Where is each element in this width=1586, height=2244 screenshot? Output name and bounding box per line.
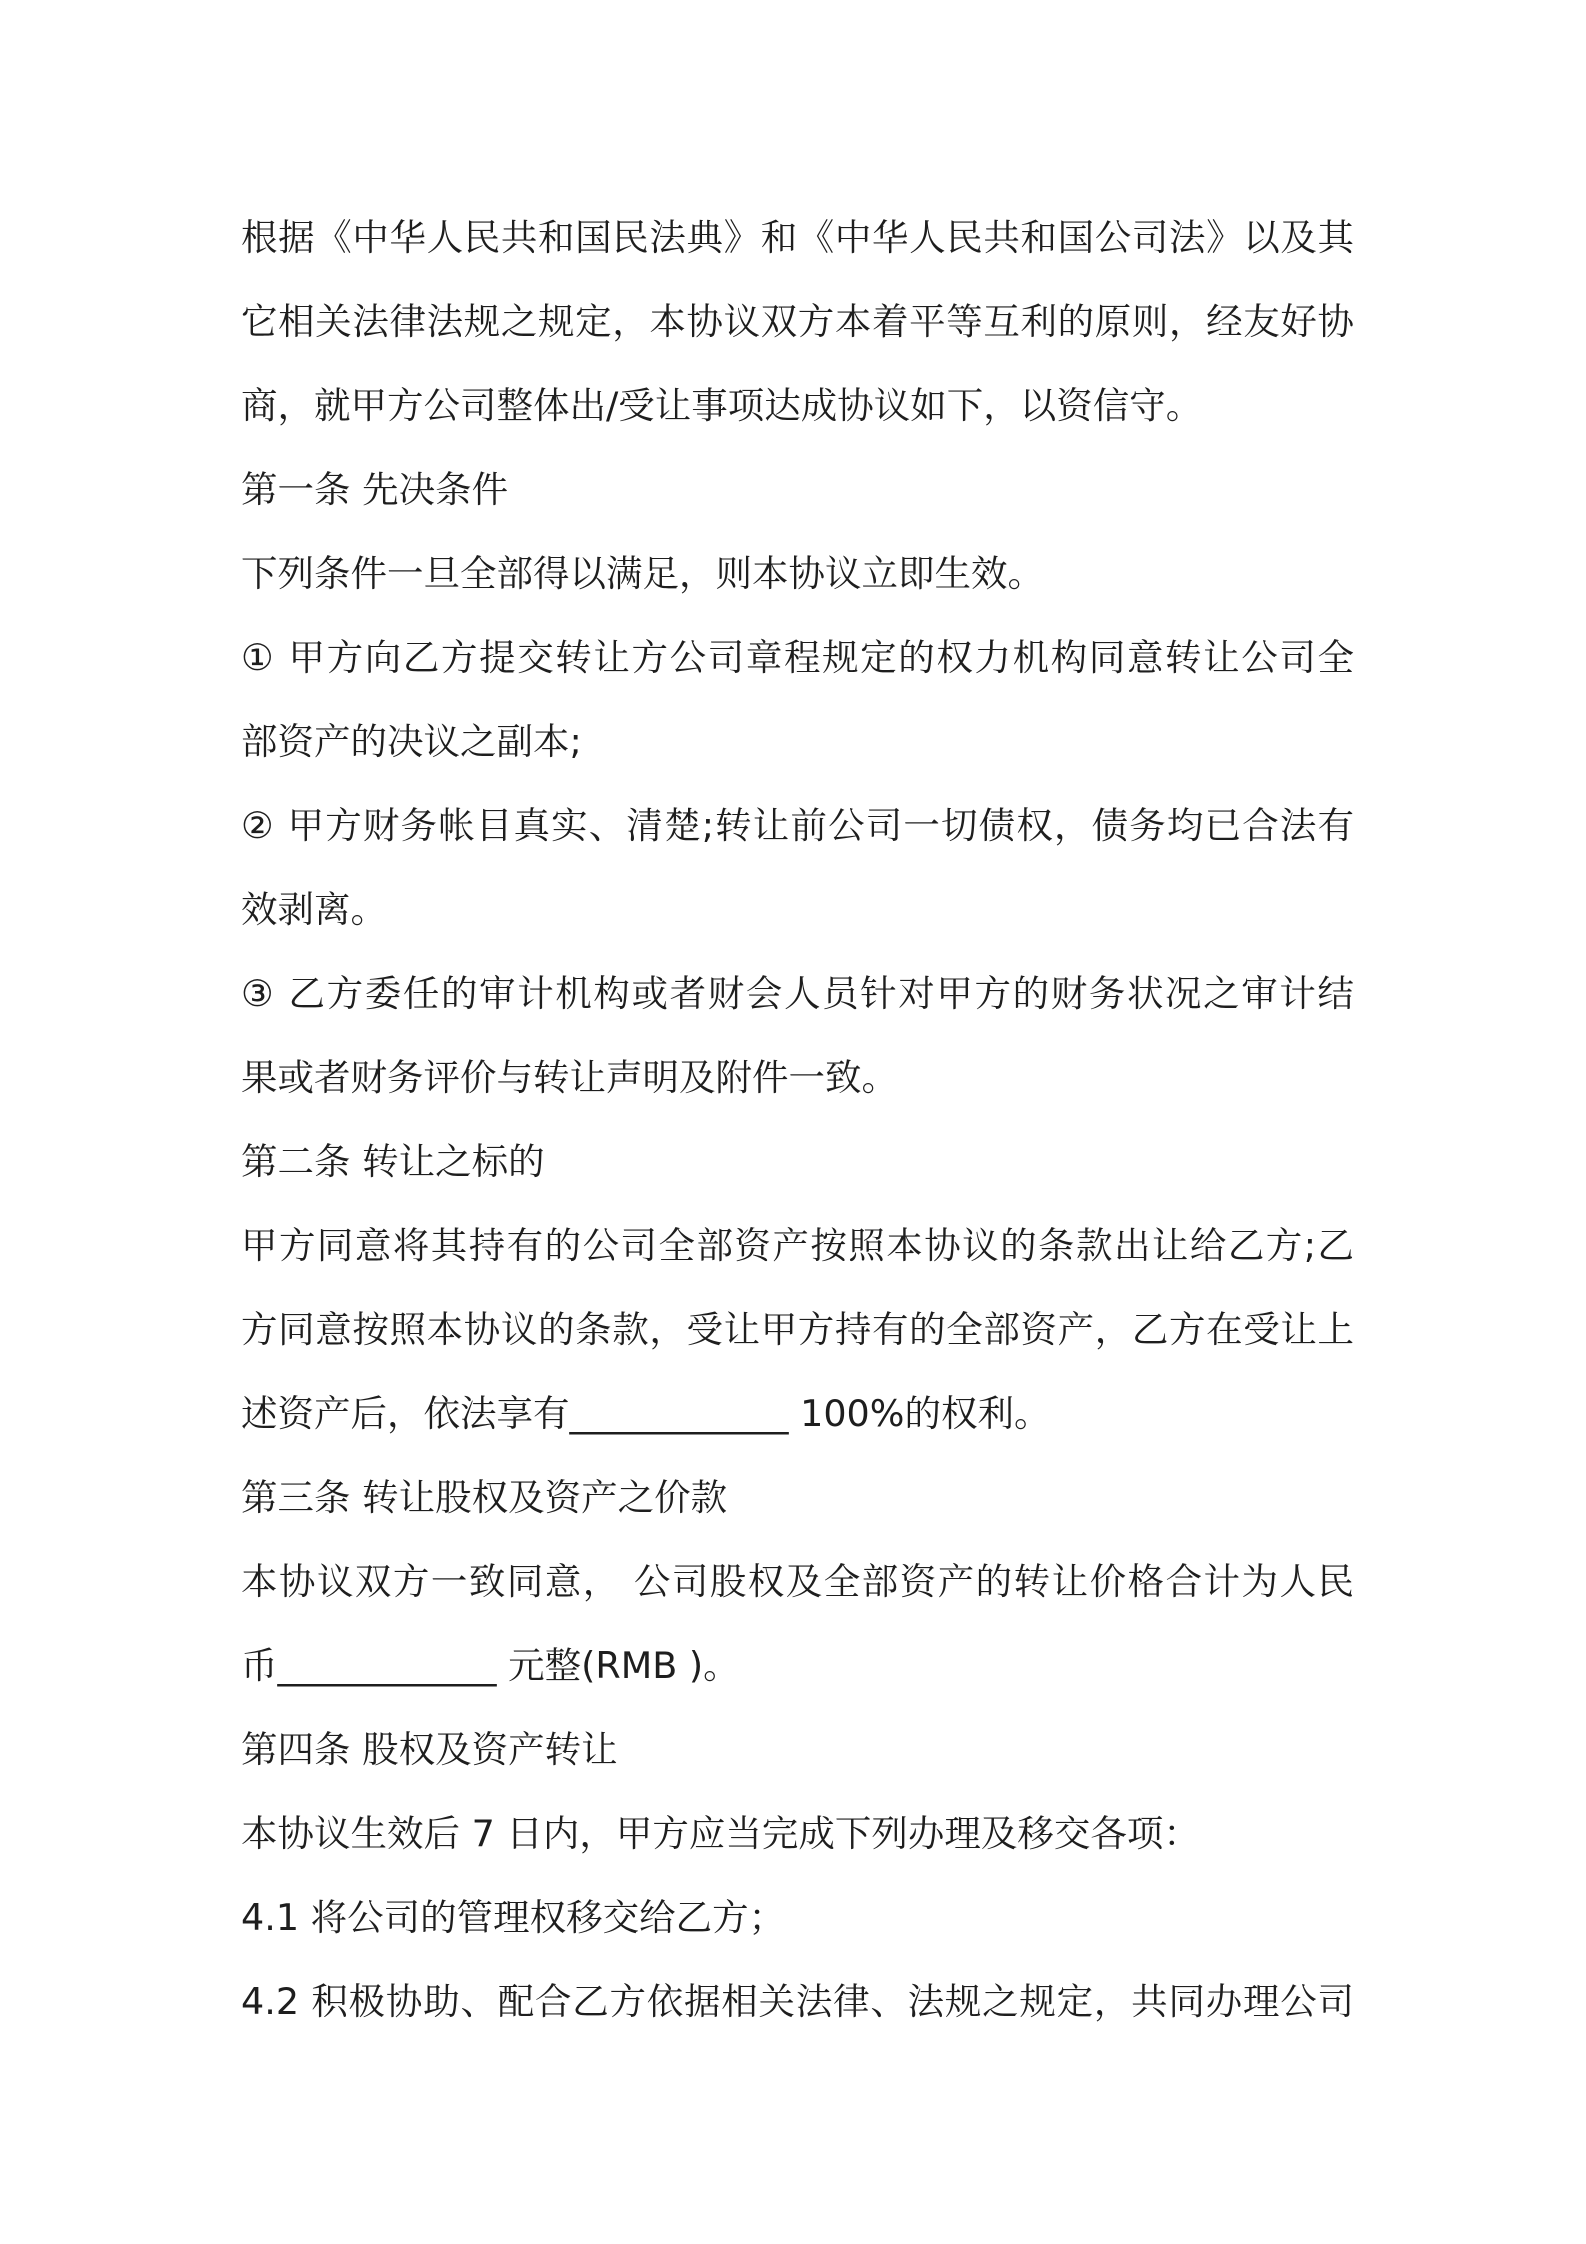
article-heading: 第四条 股权及资产转让: [241, 1728, 618, 1771]
text-line: 本协议双方一致同意， 公司股权及全部资产的转让价格合计为人民: [241, 1560, 1354, 1603]
text-line: 述资产后，依法享有____________ 100%的权利。: [241, 1392, 1051, 1435]
list-item: ① 甲方向乙方提交转让方公司章程规定的权力机构同意转让公司全: [241, 636, 1354, 679]
list-item: 4.1 将公司的管理权移交给乙方；: [241, 1896, 786, 1939]
text-line: 部资产的决议之副本;: [241, 720, 582, 763]
article-heading: 第一条 先决条件: [241, 468, 509, 511]
text-line: 它相关法律法规之规定，本协议双方本着平等互利的原则，经友好协: [241, 300, 1354, 343]
list-item: ③ 乙方委任的审计机构或者财会人员针对甲方的财务状况之审计结: [241, 972, 1354, 1015]
list-item: ② 甲方财务帐目真实、清楚;转让前公司一切债权，债务均已合法有: [241, 804, 1354, 847]
text-line: 果或者财务评价与转让声明及附件一致。: [241, 1056, 898, 1099]
text-line: 本协议生效后 7 日内，甲方应当完成下列办理及移交各项：: [241, 1812, 1200, 1855]
text-line: 商，就甲方公司整体出/受让事项达成协议如下，以资信守。: [241, 384, 1203, 427]
article-heading: 第二条 转让之标的: [241, 1140, 545, 1183]
list-item: 4.2 积极协助、配合乙方依据相关法律、法规之规定，共同办理公司: [241, 1980, 1354, 2023]
text-line: 方同意按照本协议的条款，受让甲方持有的全部资产，乙方在受让上: [241, 1308, 1354, 1351]
article-heading: 第三条 转让股权及资产之价款: [241, 1476, 728, 1519]
text-line: 根据《中华人民共和国民法典》和《中华人民共和国公司法》以及其: [241, 216, 1354, 259]
text-line: 币____________ 元整(RMB )。: [241, 1644, 740, 1687]
text-line: 效剥离。: [241, 888, 387, 931]
text-line: 甲方同意将其持有的公司全部资产按照本协议的条款出让给乙方;乙: [241, 1224, 1354, 1267]
text-line: 下列条件一旦全部得以满足，则本协议立即生效。: [241, 552, 1044, 595]
document-page: [241, 196, 1354, 2044]
